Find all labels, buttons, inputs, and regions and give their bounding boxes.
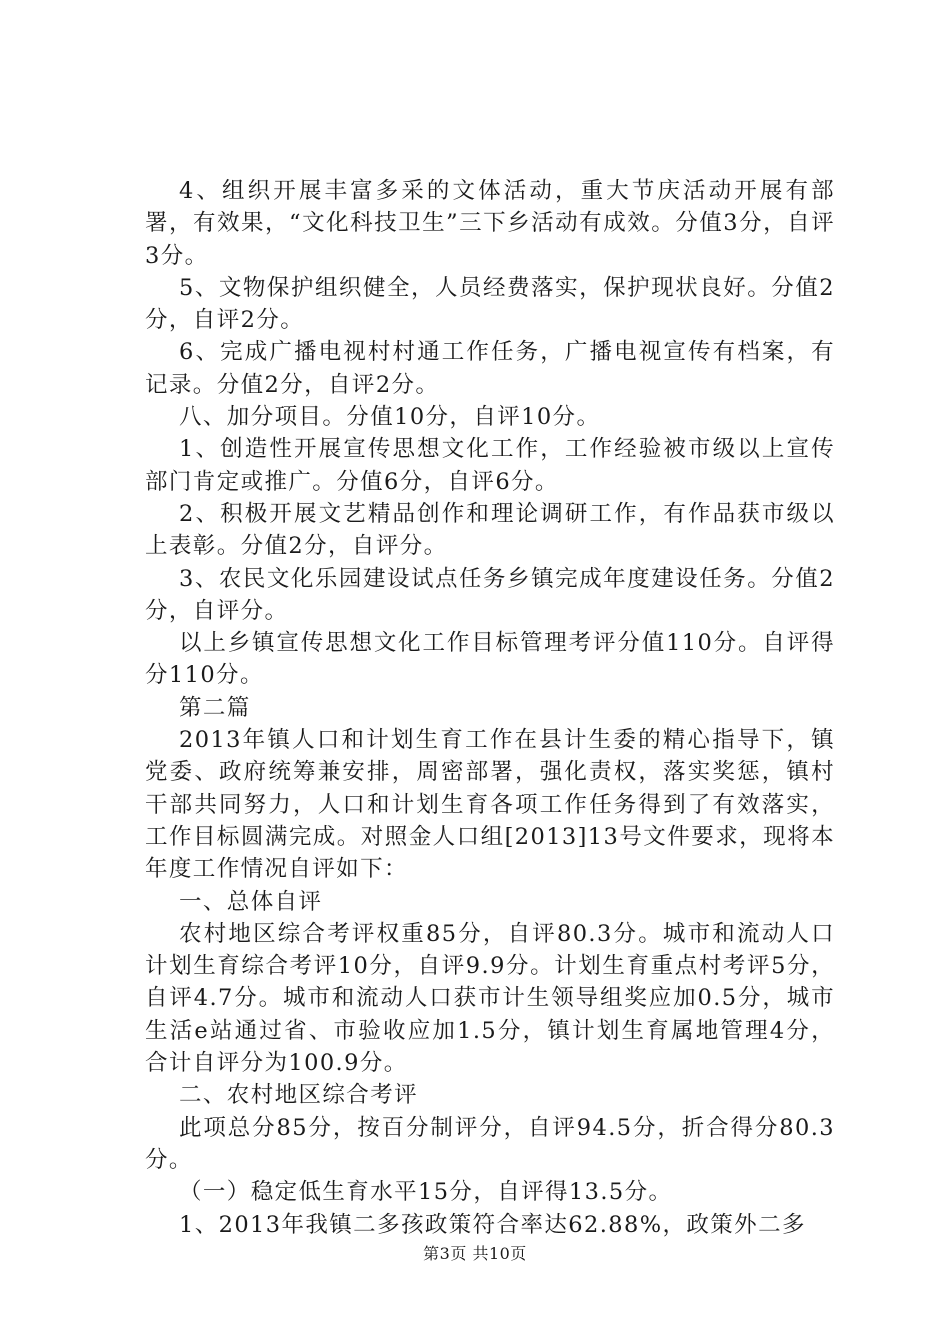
paragraph-item-4: 4、组织开展丰富多采的文体活动，重大节庆活动开展有部署，有效果，“文化科技卫生”三下乡活动有成效。分值3分，自评3分。 — [145, 178, 835, 269]
paragraph-intro: 2013年镇人口和计划生育工作在县计生委的精心指导下，镇党委、政府统筹兼安排，周密部署，强化责权，落实奖惩，镇村干部共同努力，人口和计划生育各项工作任务得到了有效落实，工作目标圆满完成。对照金人口组[2013]13号文件要求，现将本年度工作情况自评如下： — [145, 727, 835, 883]
page-footer: 第3页 共10页 — [423, 1244, 527, 1263]
section-heading-bonus: 八、加分项目。分值10分，自评10分。 — [179, 404, 601, 431]
paragraph-policy-rate: 1、2013年我镇二多孩政策符合率达62.88%，政策外二多 — [179, 1211, 806, 1238]
paragraph-rural: 此项总分85分，按百分制评分，自评94.5分，折合得分80.3分。 — [145, 1114, 835, 1173]
part-title-second: 第二篇 — [179, 694, 251, 721]
document-body — [145, 175, 835, 1241]
section-heading-rural: 二、农村地区综合考评 — [179, 1082, 419, 1109]
section-heading-overall: 一、总体自评 — [179, 888, 323, 915]
paragraph-bonus-1: 1、创造性开展宣传思想文化工作，工作经验被市级以上宣传部门肯定或推广。分值6分，自评6分。 — [145, 436, 835, 495]
subsection-heading-fertility: （一）稳定低生育水平15分，自评得13.5分。 — [179, 1179, 673, 1206]
paragraph-summary: 以上乡镇宣传思想文化工作目标管理考评分值110分。自评得分110分。 — [145, 630, 835, 689]
paragraph-item-6: 6、完成广播电视村村通工作任务，广播电视宣传有档案，有记录。分值2分，自评2分。 — [145, 339, 835, 398]
paragraph-item-5: 5、文物保护组织健全，人员经费落实，保护现状良好。分值2分，自评2分。 — [145, 274, 835, 334]
paragraph-bonus-3: 3、农民文化乐园建设试点任务乡镇完成年度建设任务。分值2分，自评分。 — [145, 565, 835, 624]
paragraph-overall: 农村地区综合考评权重85分，自评80.3分。城市和流动人口计划生育综合考评10分，自评9.9分。计划生育重点村考评5分，自评4.7分。城市和流动人口获市计生领导组奖应加0.5分，城市生活e站通过省、市验收应加1.5分，镇计划生育属地管理4分，合计自评分为100.9分。 — [145, 920, 835, 1077]
paragraph-bonus-2: 2、积极开展文艺精品创作和理论调研工作，有作品获市级以上表彰。分值2分，自评分。 — [145, 500, 835, 560]
